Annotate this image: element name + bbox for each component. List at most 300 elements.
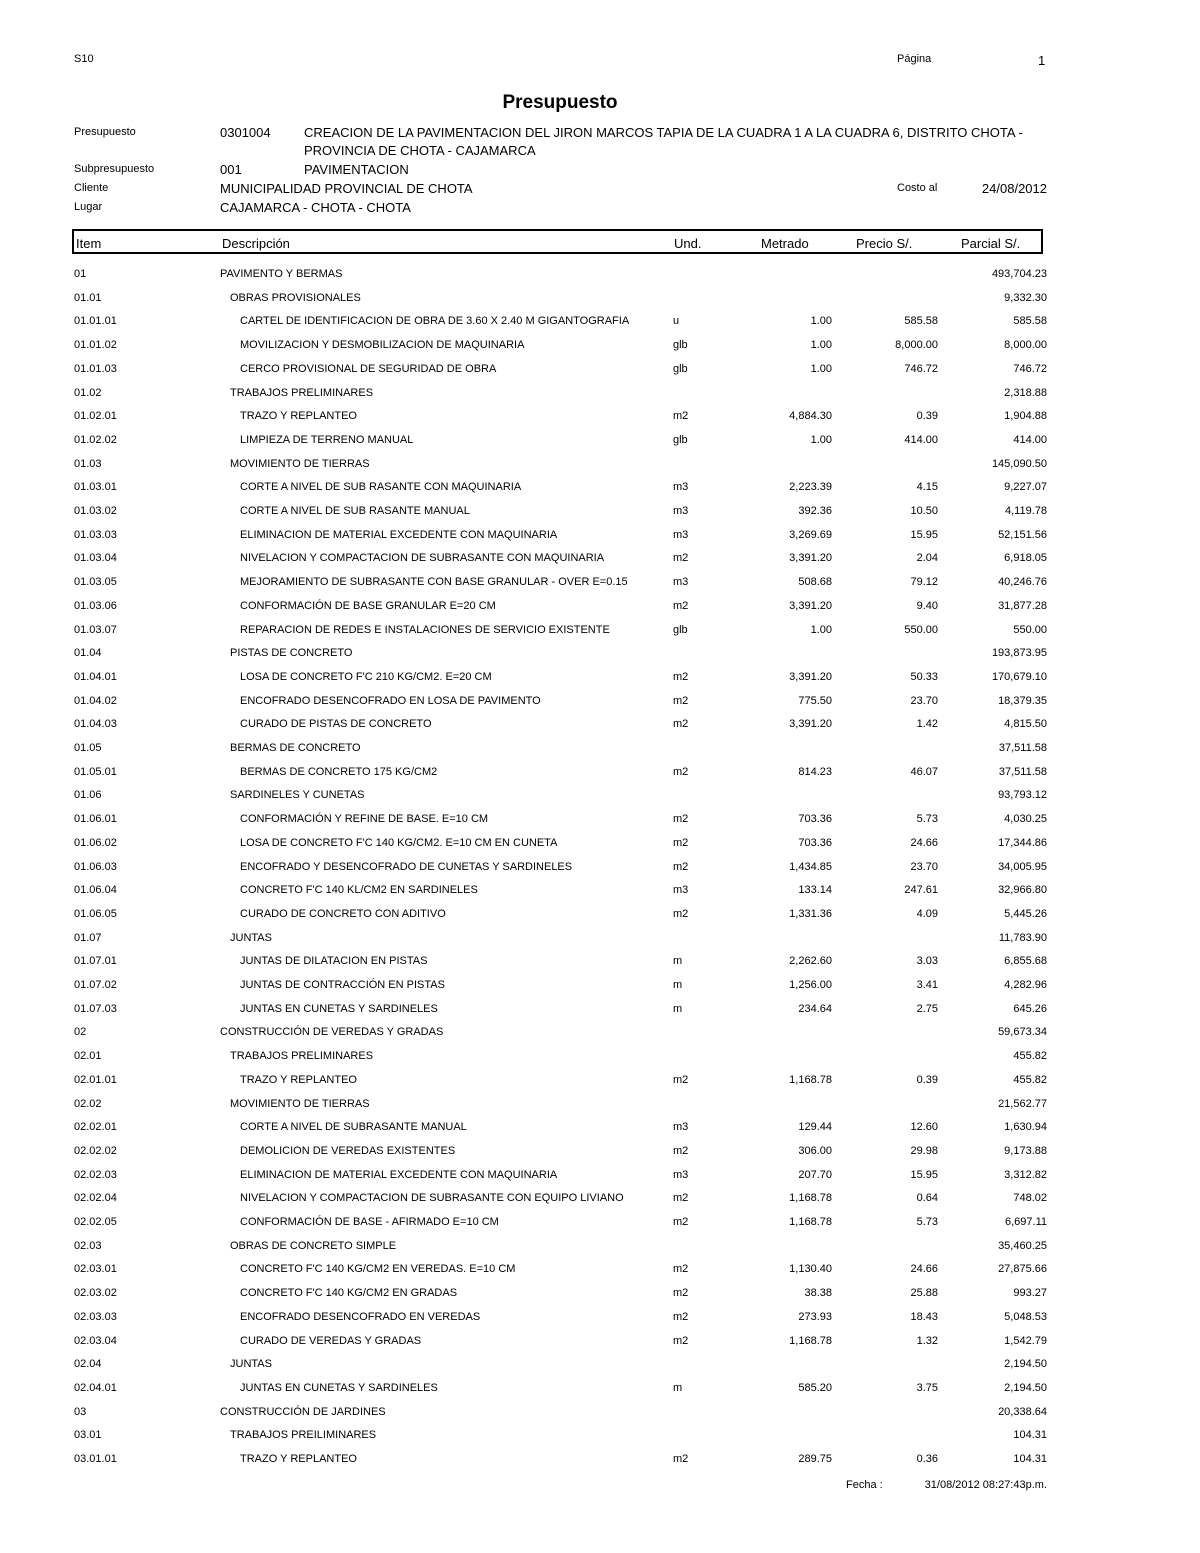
cell-parcial: 748.02 xyxy=(1013,1192,1047,1204)
table-row xyxy=(0,1050,1200,1068)
cell-descripcion: CURADO DE PISTAS DE CONCRETO xyxy=(240,718,432,730)
cell-und: m2 xyxy=(673,1287,689,1299)
cell-metrado: 1.00 xyxy=(810,624,832,636)
cell-metrado: 1,168.78 xyxy=(789,1074,832,1086)
page-number: 1 xyxy=(1038,53,1046,68)
table-row xyxy=(0,695,1200,713)
table-row xyxy=(0,1074,1200,1092)
cell-descripcion: CURADO DE VEREDAS Y GRADAS xyxy=(240,1335,422,1347)
cell-descripcion: ELIMINACION DE MATERIAL EXCEDENTE CON MAQUINARIA xyxy=(240,529,558,541)
cell-precio: 585.58 xyxy=(904,315,938,327)
cell-und: u xyxy=(673,315,680,327)
cell-metrado: 3,269.69 xyxy=(789,529,832,541)
cell-precio: 15.95 xyxy=(910,529,938,541)
cell-parcial: 414.00 xyxy=(1013,434,1047,446)
cell-descripcion: PAVIMENTO Y BERMAS xyxy=(220,268,343,280)
cell-metrado: 1,130.40 xyxy=(789,1263,832,1275)
cell-precio: 5.73 xyxy=(916,1216,938,1228)
table-row xyxy=(0,315,1200,333)
subpresupuesto-name: PAVIMENTACION xyxy=(304,162,409,177)
cell-item: 01.03.03 xyxy=(74,529,117,541)
cell-descripcion: CORTE A NIVEL DE SUB RASANTE CON MAQUINARIA xyxy=(240,481,522,493)
table-row xyxy=(0,1429,1200,1447)
header-parcial: Parcial S/. xyxy=(961,236,1021,251)
cell-und: m2 xyxy=(673,1192,689,1204)
cell-item: 01.02 xyxy=(74,387,102,399)
cell-metrado: 133.14 xyxy=(798,884,832,896)
cell-descripcion: JUNTAS xyxy=(230,932,272,944)
cell-parcial: 493,704.23 xyxy=(991,268,1047,280)
table-row xyxy=(0,1311,1200,1329)
cell-item: 01.03.02 xyxy=(74,505,117,517)
cell-item: 01.01.01 xyxy=(74,315,117,327)
cell-item: 02.04.01 xyxy=(74,1382,117,1394)
cell-precio: 3.41 xyxy=(916,979,938,991)
cell-parcial: 1,630.94 xyxy=(1004,1121,1047,1133)
cell-precio: 79.12 xyxy=(910,576,938,588)
cell-und: m3 xyxy=(673,884,689,896)
cell-und: m2 xyxy=(673,410,689,422)
table-row xyxy=(0,1453,1200,1471)
cell-item: 01.04 xyxy=(74,647,102,659)
cell-precio: 46.07 xyxy=(910,766,938,778)
cell-parcial: 31,877.28 xyxy=(998,600,1047,612)
cell-und: m2 xyxy=(673,1074,689,1086)
table-row xyxy=(0,979,1200,997)
cell-descripcion: CONCRETO F'C 140 KG/CM2 EN VEREDAS. E=10 CM xyxy=(240,1263,516,1275)
cell-parcial: 104.31 xyxy=(1013,1453,1047,1465)
cell-und: m3 xyxy=(673,1121,689,1133)
cell-parcial: 6,697.11 xyxy=(1004,1216,1047,1228)
header-item: Item xyxy=(76,236,102,251)
cell-descripcion: TRAZO Y REPLANTEO xyxy=(240,1453,357,1465)
cell-parcial: 9,332.30 xyxy=(1004,292,1047,304)
cell-metrado: 207.70 xyxy=(798,1169,832,1181)
cell-und: m2 xyxy=(673,766,689,778)
cell-descripcion: NIVELACION Y COMPACTACION DE SUBRASANTE CON MAQUINARIA xyxy=(240,552,605,564)
cell-precio: 5.73 xyxy=(916,813,938,825)
page-label: Página xyxy=(897,53,932,65)
cell-parcial: 35,460.25 xyxy=(998,1240,1047,1252)
subpresupuesto-label: Subpresupuesto xyxy=(74,163,155,175)
cell-parcial: 52,151.56 xyxy=(998,529,1047,541)
table-row xyxy=(0,1240,1200,1258)
cell-descripcion: BERMAS DE CONCRETO xyxy=(230,742,361,754)
cell-item: 02.03 xyxy=(74,1240,102,1252)
table-row xyxy=(0,671,1200,689)
cell-metrado: 1.00 xyxy=(810,434,832,446)
company-name: S10 xyxy=(74,53,94,65)
cell-descripcion: JUNTAS DE DILATACION EN PISTAS xyxy=(240,955,428,967)
cell-precio: 23.70 xyxy=(910,695,938,707)
cell-descripcion: MEJORAMIENTO DE SUBRASANTE CON BASE GRANULAR - OVER E=0.15 xyxy=(240,576,628,588)
cell-parcial: 1,542.79 xyxy=(1004,1335,1047,1347)
cell-item: 02.01 xyxy=(74,1050,102,1062)
cell-descripcion: TRABAJOS PRELIMINARES xyxy=(230,387,374,399)
cell-item: 01.07.01 xyxy=(74,955,117,967)
cell-precio: 24.66 xyxy=(910,1263,938,1275)
table-row xyxy=(0,813,1200,831)
cell-parcial: 59,673.34 xyxy=(998,1026,1047,1038)
cell-und: m2 xyxy=(673,671,689,683)
cell-item: 01.03.04 xyxy=(74,552,117,564)
cell-descripcion: ELIMINACION DE MATERIAL EXCEDENTE CON MAQUINARIA xyxy=(240,1169,558,1181)
cliente-value: MUNICIPALIDAD PROVINCIAL DE CHOTA xyxy=(220,181,473,196)
cell-descripcion: OBRAS PROVISIONALES xyxy=(230,292,361,304)
document-title-text: Presupuesto xyxy=(502,92,618,113)
cell-parcial: 17,344.86 xyxy=(998,837,1047,849)
cell-metrado: 4,884.30 xyxy=(789,410,832,422)
table-row xyxy=(0,789,1200,807)
cell-precio: 8,000.00 xyxy=(895,339,938,351)
cell-precio: 0.36 xyxy=(916,1453,938,1465)
cell-parcial: 9,227.07 xyxy=(1004,481,1047,493)
cell-item: 01.03.06 xyxy=(74,600,117,612)
cell-parcial: 2,194.50 xyxy=(1004,1382,1047,1394)
cell-parcial: 93,793.12 xyxy=(998,789,1047,801)
subpresupuesto-code: 001 xyxy=(220,162,242,177)
cell-descripcion: CURADO DE CONCRETO CON ADITIVO xyxy=(240,908,446,920)
cell-item: 02.01.01 xyxy=(74,1074,117,1086)
header-precio: Precio S/. xyxy=(856,236,913,251)
table-row xyxy=(0,1358,1200,1376)
cell-precio: 15.95 xyxy=(910,1169,938,1181)
table-row xyxy=(0,908,1200,926)
cell-precio: 25.88 xyxy=(910,1287,938,1299)
cell-item: 01.06.05 xyxy=(74,908,117,920)
table-row xyxy=(0,458,1200,476)
cell-parcial: 2,194.50 xyxy=(1004,1358,1047,1370)
cell-metrado: 703.36 xyxy=(798,813,832,825)
cell-precio: 3.75 xyxy=(916,1382,938,1394)
cell-und: m3 xyxy=(673,1169,689,1181)
cell-metrado: 1,256.00 xyxy=(789,979,832,991)
table-row xyxy=(0,624,1200,642)
cell-descripcion: ENCOFRADO DESENCOFRADO EN VEREDAS xyxy=(240,1311,481,1323)
table-row xyxy=(0,742,1200,760)
cell-und: m2 xyxy=(673,1335,689,1347)
cell-precio: 1.32 xyxy=(916,1335,938,1347)
cell-item: 02.02.05 xyxy=(74,1216,117,1228)
cell-parcial: 4,119.78 xyxy=(1004,505,1047,517)
cell-item: 01.05 xyxy=(74,742,102,754)
cell-precio: 0.39 xyxy=(916,1074,938,1086)
cell-item: 03.01 xyxy=(74,1429,102,1441)
table-row xyxy=(0,505,1200,523)
table-row xyxy=(0,861,1200,879)
cell-descripcion: CORTE A NIVEL DE SUBRASANTE MANUAL xyxy=(240,1121,467,1133)
table-row xyxy=(0,837,1200,855)
cell-metrado: 273.93 xyxy=(798,1311,832,1323)
cell-precio: 746.72 xyxy=(904,363,938,375)
table-row xyxy=(0,363,1200,381)
cell-und: m3 xyxy=(673,529,689,541)
cell-metrado: 508.68 xyxy=(798,576,832,588)
table-row xyxy=(0,955,1200,973)
table-row xyxy=(0,1406,1200,1424)
cell-und: m2 xyxy=(673,908,689,920)
cell-descripcion: CONCRETO F'C 140 KG/CM2 EN GRADAS xyxy=(240,1287,458,1299)
cell-parcial: 4,282.96 xyxy=(1004,979,1047,991)
cell-item: 01.06 xyxy=(74,789,102,801)
cell-parcial: 5,445.26 xyxy=(1004,908,1047,920)
cell-item: 01.06.03 xyxy=(74,861,117,873)
cell-item: 02.02.02 xyxy=(74,1145,117,1157)
cell-item: 01.03.07 xyxy=(74,624,117,636)
cell-metrado: 234.64 xyxy=(798,1003,832,1015)
document-title xyxy=(0,92,1120,114)
table-row xyxy=(0,718,1200,736)
presupuesto-label: Presupuesto xyxy=(74,126,136,138)
cell-parcial: 170,679.10 xyxy=(991,671,1047,683)
cell-descripcion: MOVIMIENTO DE TIERRAS xyxy=(230,458,370,470)
cell-parcial: 32,966.80 xyxy=(998,884,1047,896)
cell-parcial: 993.27 xyxy=(1013,1287,1047,1299)
cell-metrado: 1.00 xyxy=(810,315,832,327)
cell-item: 01.06.02 xyxy=(74,837,117,849)
cell-descripcion: MOVILIZACION Y DESMOBILIZACION DE MAQUINARIA xyxy=(240,339,525,351)
cell-parcial: 40,246.76 xyxy=(998,576,1047,588)
cell-und: m3 xyxy=(673,505,689,517)
cell-item: 03 xyxy=(74,1406,87,1418)
table-row xyxy=(0,1192,1200,1210)
cell-metrado: 129.44 xyxy=(798,1121,832,1133)
cell-descripcion: CONFORMACIÓN DE BASE - AFIRMADO E=10 CM xyxy=(240,1216,499,1228)
cell-item: 03.01.01 xyxy=(74,1453,117,1465)
cell-item: 01.03.05 xyxy=(74,576,117,588)
table-row xyxy=(0,1169,1200,1187)
cell-metrado: 1,168.78 xyxy=(789,1335,832,1347)
table-row xyxy=(0,1145,1200,1163)
cell-descripcion: SARDINELES Y CUNETAS xyxy=(230,789,365,801)
header-metrado: Metrado xyxy=(761,236,809,251)
cell-item: 02.02.04 xyxy=(74,1192,117,1204)
cell-descripcion: DEMOLICION DE VEREDAS EXISTENTES xyxy=(240,1145,456,1157)
cell-descripcion: CORTE A NIVEL DE SUB RASANTE MANUAL xyxy=(240,505,470,517)
cell-precio: 3.03 xyxy=(916,955,938,967)
cell-parcial: 746.72 xyxy=(1013,363,1047,375)
table-row xyxy=(0,387,1200,405)
cell-metrado: 1,434.85 xyxy=(789,861,832,873)
cell-metrado: 703.36 xyxy=(798,837,832,849)
cell-descripcion: CONFORMACIÓN DE BASE GRANULAR E=20 CM xyxy=(240,600,496,612)
cell-metrado: 38.38 xyxy=(804,1287,832,1299)
cell-item: 02.04 xyxy=(74,1358,102,1370)
cell-parcial: 27,875.66 xyxy=(998,1263,1047,1275)
cell-item: 02 xyxy=(74,1026,87,1038)
cell-item: 01.05.01 xyxy=(74,766,117,778)
cell-parcial: 20,338.64 xyxy=(998,1406,1047,1418)
cell-parcial: 550.00 xyxy=(1013,624,1047,636)
cell-item: 01.07.02 xyxy=(74,979,117,991)
cell-descripcion: JUNTAS EN CUNETAS Y SARDINELES xyxy=(240,1382,438,1394)
cell-item: 01.06.04 xyxy=(74,884,117,896)
table-row xyxy=(0,766,1200,784)
cell-metrado: 3,391.20 xyxy=(789,718,832,730)
cell-parcial: 585.58 xyxy=(1013,315,1047,327)
cell-metrado: 814.23 xyxy=(798,766,832,778)
cell-item: 02.02.01 xyxy=(74,1121,117,1133)
cell-parcial: 4,030.25 xyxy=(1004,813,1047,825)
cell-parcial: 37,511.58 xyxy=(998,766,1047,778)
table-row xyxy=(0,339,1200,357)
cell-parcial: 8,000.00 xyxy=(1004,339,1047,351)
cell-und: m xyxy=(673,979,683,991)
presupuesto-name-line2: PROVINCIA DE CHOTA - CAJAMARCA xyxy=(304,143,536,158)
cell-descripcion: TRAZO Y REPLANTEO xyxy=(240,410,357,422)
cell-item: 02.03.04 xyxy=(74,1335,117,1347)
cell-item: 01.07 xyxy=(74,932,102,944)
cliente-label: Cliente xyxy=(74,182,109,194)
cell-und: glb xyxy=(673,624,688,636)
cell-metrado: 585.20 xyxy=(798,1382,832,1394)
cell-precio: 9.40 xyxy=(916,600,938,612)
table-row xyxy=(0,647,1200,665)
cell-precio: 24.66 xyxy=(910,837,938,849)
cell-precio: 12.60 xyxy=(910,1121,938,1133)
cell-descripcion: CONCRETO F'C 140 KL/CM2 EN SARDINELES xyxy=(240,884,478,896)
cell-und: m2 xyxy=(673,837,689,849)
table-row xyxy=(0,1287,1200,1305)
cell-precio: 247.61 xyxy=(904,884,938,896)
cell-und: m2 xyxy=(673,1145,689,1157)
table-row xyxy=(0,600,1200,618)
cell-descripcion: PISTAS DE CONCRETO xyxy=(230,647,353,659)
cell-metrado: 1,168.78 xyxy=(789,1216,832,1228)
lugar-value: CAJAMARCA - CHOTA - CHOTA xyxy=(220,200,411,215)
cell-precio: 18.43 xyxy=(910,1311,938,1323)
header-descripcion: Descripción xyxy=(222,236,290,251)
cell-parcial: 6,855.68 xyxy=(1004,955,1047,967)
cell-item: 01.03 xyxy=(74,458,102,470)
cell-item: 01.04.03 xyxy=(74,718,117,730)
table-row xyxy=(0,481,1200,499)
table-row xyxy=(0,268,1200,286)
cell-und: m3 xyxy=(673,576,689,588)
fecha-label: Fecha : xyxy=(846,1479,883,1491)
cell-parcial: 21,562.77 xyxy=(998,1098,1047,1110)
cell-descripcion: ENCOFRADO DESENCOFRADO EN LOSA DE PAVIMENTO xyxy=(240,695,541,707)
cell-und: m xyxy=(673,1003,683,1015)
cell-parcial: 104.31 xyxy=(1013,1429,1047,1441)
cell-descripcion: JUNTAS EN CUNETAS Y SARDINELES xyxy=(240,1003,438,1015)
cell-item: 01.03.01 xyxy=(74,481,117,493)
table-row xyxy=(0,884,1200,902)
cell-und: m2 xyxy=(673,813,689,825)
cell-metrado: 775.50 xyxy=(798,695,832,707)
cell-descripcion: CERCO PROVISIONAL DE SEGURIDAD DE OBRA xyxy=(240,363,497,375)
cell-parcial: 455.82 xyxy=(1013,1050,1047,1062)
cell-item: 01.01.02 xyxy=(74,339,117,351)
cell-item: 02.03.03 xyxy=(74,1311,117,1323)
cell-parcial: 645.26 xyxy=(1013,1003,1047,1015)
cell-metrado: 1.00 xyxy=(810,363,832,375)
cell-parcial: 145,090.50 xyxy=(991,458,1047,470)
cell-descripcion: CARTEL DE IDENTIFICACION DE OBRA DE 3.60 X 2.40 M GIGANTOGRAFIA xyxy=(240,315,630,327)
cell-item: 02.03.02 xyxy=(74,1287,117,1299)
cell-metrado: 1,168.78 xyxy=(789,1192,832,1204)
cell-metrado: 306.00 xyxy=(798,1145,832,1157)
cell-parcial: 6,918.05 xyxy=(1004,552,1047,564)
cell-metrado: 1,331.36 xyxy=(789,908,832,920)
cell-item: 01.06.01 xyxy=(74,813,117,825)
cell-item: 02.02 xyxy=(74,1098,102,1110)
cell-und: m xyxy=(673,1382,683,1394)
cell-metrado: 1.00 xyxy=(810,339,832,351)
cell-precio: 414.00 xyxy=(904,434,938,446)
table-row xyxy=(0,576,1200,594)
table-row xyxy=(0,1216,1200,1234)
cell-precio: 2.04 xyxy=(916,552,938,564)
cell-item: 01 xyxy=(74,268,87,280)
cell-descripcion: LOSA DE CONCRETO F'C 210 KG/CM2. E=20 CM xyxy=(240,671,492,683)
cell-parcial: 455.82 xyxy=(1013,1074,1047,1086)
cell-precio: 29.98 xyxy=(910,1145,938,1157)
cell-descripcion: JUNTAS xyxy=(230,1358,272,1370)
cell-und: glb xyxy=(673,434,688,446)
cell-descripcion: LIMPIEZA DE TERRENO MANUAL xyxy=(240,434,414,446)
cell-metrado: 392.36 xyxy=(798,505,832,517)
table-row xyxy=(0,1382,1200,1400)
cell-precio: 4.09 xyxy=(916,908,938,920)
cell-und: m2 xyxy=(673,1263,689,1275)
costo-label: Costo al xyxy=(897,182,938,194)
cell-descripcion: MOVIMIENTO DE TIERRAS xyxy=(230,1098,370,1110)
costo-date: 24/08/2012 xyxy=(981,181,1047,196)
cell-parcial: 9,173.88 xyxy=(1004,1145,1047,1157)
lugar-label: Lugar xyxy=(74,201,103,213)
cell-parcial: 2,318.88 xyxy=(1004,387,1047,399)
cell-und: m3 xyxy=(673,481,689,493)
cell-parcial: 3,312.82 xyxy=(1004,1169,1047,1181)
cell-precio: 0.64 xyxy=(916,1192,938,1204)
cell-precio: 2.75 xyxy=(916,1003,938,1015)
cell-precio: 50.33 xyxy=(910,671,938,683)
cell-descripcion: TRABAJOS PREILIMINARES xyxy=(230,1429,377,1441)
cell-metrado: 2,262.60 xyxy=(789,955,832,967)
cell-item: 01.01.03 xyxy=(74,363,117,375)
cell-item: 01.01 xyxy=(74,292,102,304)
cell-descripcion: ENCOFRADO Y DESENCOFRADO DE CUNETAS Y SARDINELES xyxy=(240,861,573,873)
table-row xyxy=(0,529,1200,547)
cell-precio: 0.39 xyxy=(916,410,938,422)
cell-descripcion: LOSA DE CONCRETO F'C 140 KG/CM2. E=10 CM EN CUNETA xyxy=(240,837,558,849)
cell-precio: 550.00 xyxy=(904,624,938,636)
cell-item: 01.02.02 xyxy=(74,434,117,446)
cell-precio: 1.42 xyxy=(916,718,938,730)
cell-descripcion: TRABAJOS PRELIMINARES xyxy=(230,1050,374,1062)
cell-parcial: 11,783.90 xyxy=(998,932,1047,944)
cell-descripcion: OBRAS DE CONCRETO SIMPLE xyxy=(230,1240,397,1252)
table-row xyxy=(0,1026,1200,1044)
cell-precio: 10.50 xyxy=(910,505,938,517)
cell-und: m2 xyxy=(673,1216,689,1228)
table-row xyxy=(0,552,1200,570)
cell-und: m2 xyxy=(673,861,689,873)
cell-und: m xyxy=(673,955,683,967)
cell-descripcion: TRAZO Y REPLANTEO xyxy=(240,1074,357,1086)
cell-item: 01.04.02 xyxy=(74,695,117,707)
fecha-value: 31/08/2012 08:27:43p.m. xyxy=(924,1479,1047,1491)
table-row xyxy=(0,434,1200,452)
cell-metrado: 2,223.39 xyxy=(789,481,832,493)
table-row xyxy=(0,292,1200,310)
cell-metrado: 3,391.20 xyxy=(789,600,832,612)
cell-und: m2 xyxy=(673,552,689,564)
cell-descripcion: NIVELACION Y COMPACTACION DE SUBRASANTE CON EQUIPO LIVIANO xyxy=(240,1192,624,1204)
table-header xyxy=(72,229,1043,254)
cell-parcial: 4,815.50 xyxy=(1004,718,1047,730)
